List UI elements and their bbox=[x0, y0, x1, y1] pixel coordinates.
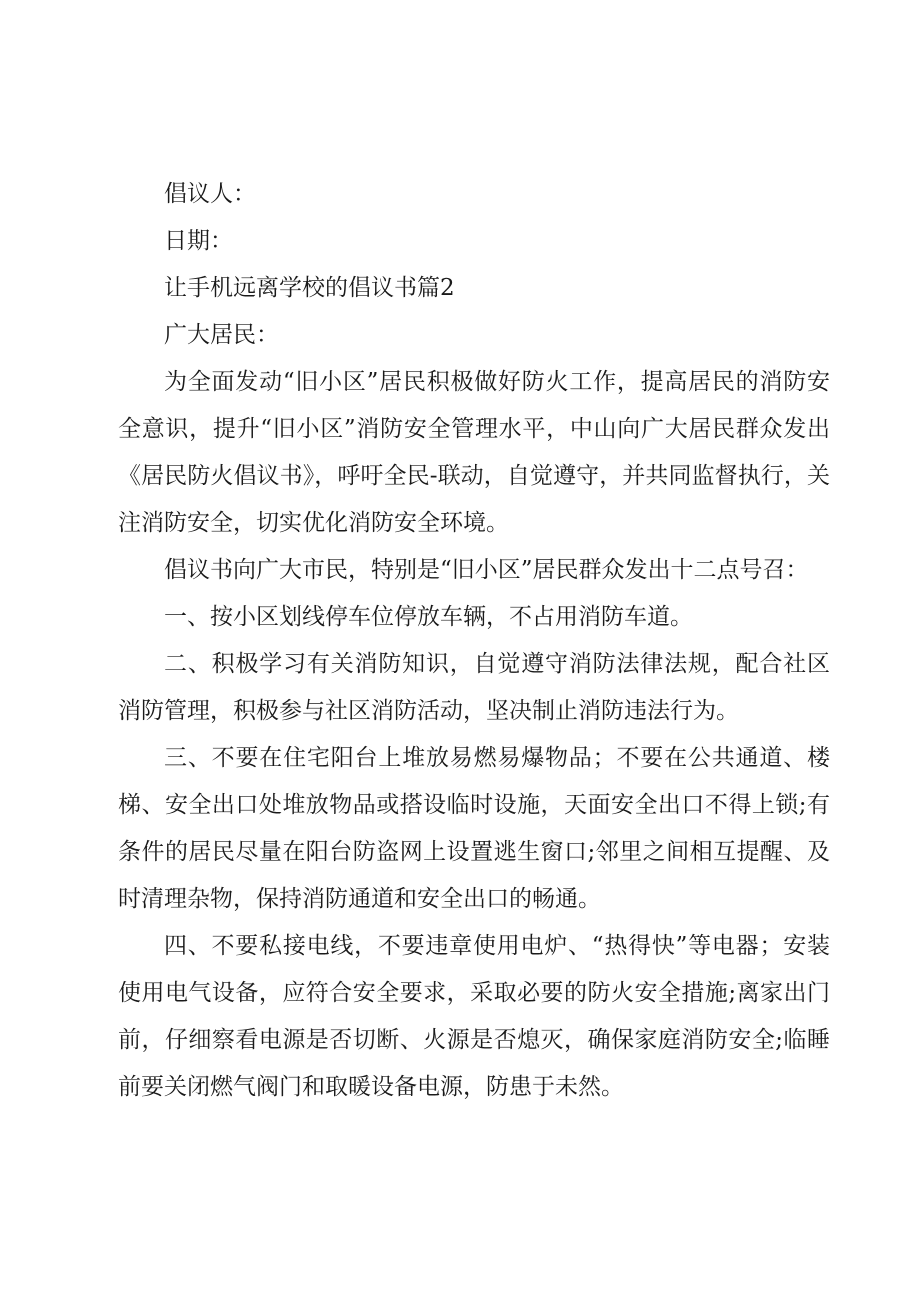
paragraph-item-1: 一、按小区划线停车位停放车辆，不占用消防车道。 bbox=[164, 604, 693, 630]
paragraph-intro: 为全面发动“旧小区”居民积极做好防火工作，提高居民的消防安全意识，提升“旧小区”消防安全管理水平，中山向广大居民群众发出《居民防火倡议书》，呼吁全民-联动，自觉遵守，并共同监督执行，关注消防安全，切实优化消防安全环境。 bbox=[118, 369, 830, 536]
paragraph-call: 倡议书向广大市民，特别是“旧小区”居民群众发出十二点号召： bbox=[164, 557, 809, 583]
salutation: 广大居民： bbox=[164, 322, 279, 348]
document-body bbox=[118, 171, 830, 1111]
signer-label: 倡议人： bbox=[164, 181, 256, 207]
paragraph-item-4: 四、不要私接电线，不要违章使用电炉、“热得快”等电器；安装使用电气设备，应符合安全要求，采取必要的防火安全措施;离家出门前，仔细察看电源是否切断、火源是否熄灭，确保家庭消防安全;临睡前要关闭燃气阀门和取暖设备电源，防患于未然。 bbox=[118, 933, 830, 1100]
paragraph-item-3: 三、不要在住宅阳台上堆放易燃易爆物品；不要在公共通道、楼梯、安全出口处堆放物品或搭设临时设施，天面安全出口不得上锁;有条件的居民尽量在阳台防盗网上设置逃生窗口;邻里之间相互提醒、及时清理杂物，保持消防通道和安全出口的畅通。 bbox=[118, 745, 830, 912]
date-label: 日期： bbox=[164, 228, 233, 254]
section-title: 让手机远离学校的倡议书篇2 bbox=[164, 275, 455, 301]
paragraph-item-2: 二、积极学习有关消防知识，自觉遵守消防法律法规，配合社区消防管理，积极参与社区消防活动，坚决制止消防违法行为。 bbox=[118, 651, 830, 724]
